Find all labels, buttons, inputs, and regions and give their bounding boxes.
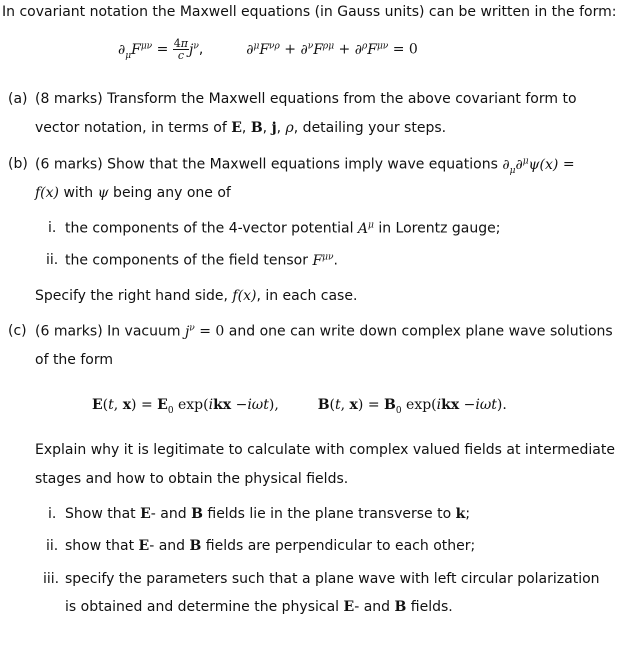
part-a-line2: vector notation, in terms of E, B, j, ρ, detailing your steps. — [35, 120, 447, 136]
part-b-i-text: the components of the 4-vector potential $A^\mu$ in Lorentz gauge; — [65, 220, 501, 237]
part-c-iii-line1: specify the parameters such that a plane wave with left circular polarization — [65, 571, 600, 587]
part-c-explain2: stages and how to obtain the physical fields. — [35, 471, 349, 487]
part-c-i-text: Show that E- and B fields lie in the plane transverse to k; — [65, 506, 471, 522]
part-a-label: (a) — [8, 91, 28, 107]
part-c-iii-label: iii. — [43, 571, 60, 587]
part-b-label: (b) — [8, 156, 28, 172]
part-b-line1: (6 marks) Show that the Maxwell equations imply wave equations $\partial_\mu\partial^\mu\psi(x)$ = — [35, 156, 575, 176]
part-c-iii-line2: is obtained and determine the physical E- and B fields. — [65, 599, 453, 615]
part-a-line1: (8 marks) Transform the Maxwell equations from the above covariant form to — [35, 91, 577, 107]
part-b-line2: f(x) with ψ being any one of — [35, 185, 231, 201]
part-c-line2: of the form — [35, 352, 114, 368]
part-c-i-label: i. — [48, 506, 57, 522]
part-b-ii-text: the components of the field tensor $F^{\mu\nu}$. — [65, 252, 338, 269]
part-c-ii-text: show that E- and B fields are perpendicular to each other; — [65, 538, 476, 554]
part-c-ii-label: ii. — [46, 538, 59, 554]
part-b-i-label: i. — [48, 220, 57, 236]
part-c-line1: (6 marks) In vacuum $j^\nu = 0$ and one can write down complex plane wave solutions — [35, 323, 613, 340]
plane-wave-equations: E(t, $x) = E_0$ exp(ikx −iωt), B(t, $x) = B_0$ exp(ikx −iωt). — [92, 397, 507, 416]
part-b-specify: Specify the right hand side, f(x), in each case. — [35, 288, 358, 304]
intro-text: In covariant notation the Maxwell equations (in Gauss units) can be written in the form: — [2, 4, 617, 20]
part-c-label: (c) — [8, 323, 27, 339]
part-b-ii-label: ii. — [46, 252, 59, 268]
part-c-explain1: Explain why it is legitimate to calculate with complex valued fields at intermediate — [35, 442, 615, 458]
covariant-equations: $\partial_\mu F^{\mu\nu}$ = $\frac{4\pi}{c}$ $j^\nu$, $\partial^\mu F^{\nu\rho} + \partial^\nu F^{\rho\mu} + \partial^\rho F^{\mu\nu} = 0$ — [118, 37, 418, 62]
